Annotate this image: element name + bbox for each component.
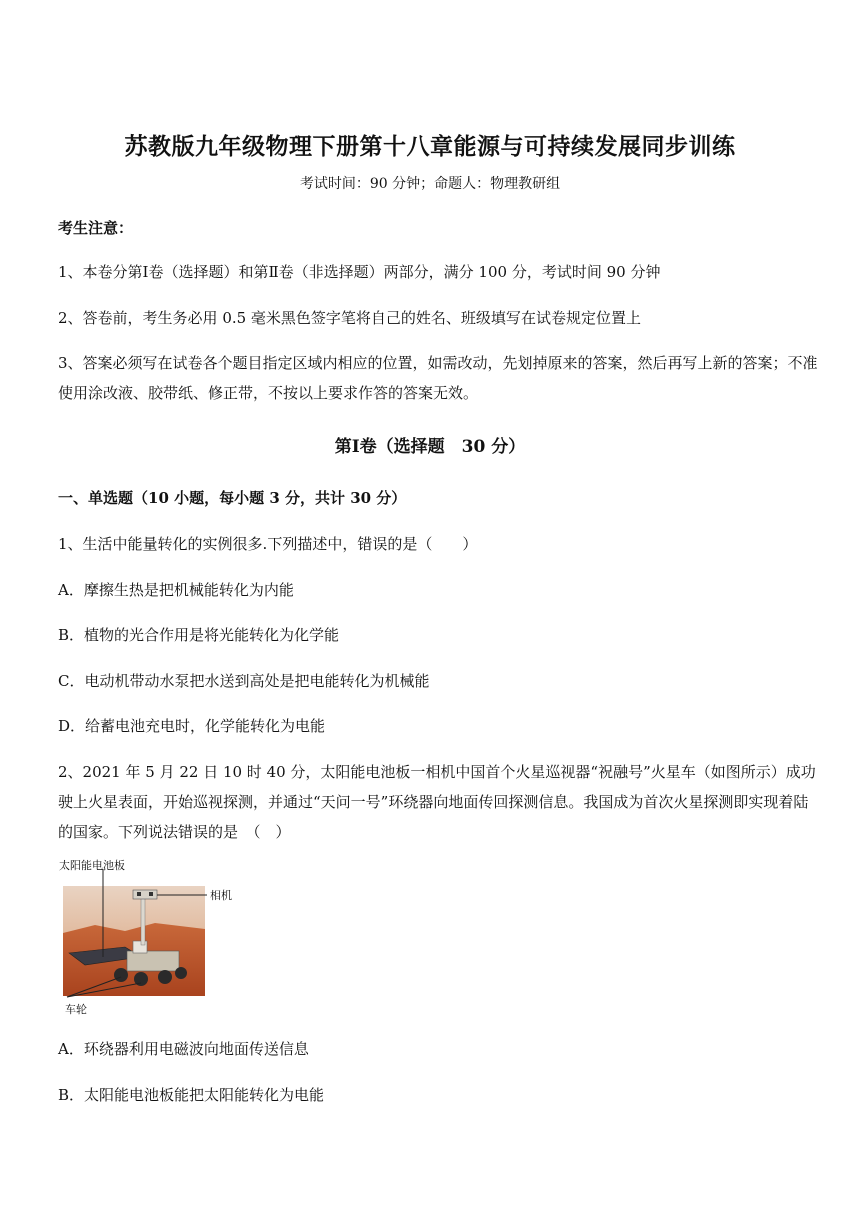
question-2-stem: 2、2021 年 5 月 22 日 10 时 40 分，太阳能电池板一相机中国首个火星巡视器“祝融号”火星车（如图所示）成功驶上火星表面，开始巡视探测，并通过“天问一号”环绕器向地面传回探测信息。我国成为首次火星探测即实现着陆的国家。下列说法错误的是 （ ） — [58, 763, 816, 841]
question-1-option-a: A．摩擦生热是把机械能转化为内能 — [58, 581, 294, 599]
question-1-option-b: B．植物的光合作用是将光能转化为化学能 — [58, 626, 340, 644]
exam-title: 苏教版九年级物理下册第十八章能源与可持续发展同步训练 — [124, 133, 736, 160]
question-1-option-d: D．给蓄电池充电时，化学能转化为电能 — [58, 717, 326, 735]
section-title: 第Ⅰ卷（选择题 30 分） — [334, 437, 526, 457]
question-1-option-c: C．电动机带动水泵把水送到高处是把电能转化为机械能 — [58, 672, 430, 690]
notice-item-2: 2、答卷前，考生务必用 0.5 毫米黑色签字笔将自己的姓名、班级填写在试卷规定位置上 — [58, 309, 641, 327]
part-heading: 一、单选题（10 小题，每小题 3 分，共计 30 分） — [58, 489, 407, 507]
question-2-option-a: A．环绕器利用电磁波向地面传送信息 — [58, 1040, 309, 1058]
question-1-stem: 1、生活中能量转化的实例很多.下列描述中，错误的是（ ） — [58, 535, 478, 553]
exam-subtitle: 考试时间：90 分钟；命题人：物理教研组 — [299, 176, 561, 192]
notice-heading: 考生注意： — [58, 219, 134, 237]
question-2-option-b: B．太阳能电池板能把太阳能转化为电能 — [58, 1086, 325, 1104]
wheel-label: 车轮 — [65, 1003, 87, 1016]
notice-item-3: 3、答案必须写在试卷各个题目指定区域内相应的位置，如需改动，先划掉原来的答案，然后再写上新的答案；不准使用涂改液、胶带纸、修正带，不按以上要求作答的答案无效。 — [58, 354, 818, 402]
solar-panel-label: 太阳能电池板 — [59, 859, 125, 872]
camera-label: 相机 — [210, 889, 232, 902]
mars-rover-figure — [55, 855, 265, 1020]
notice-item-1: 1、本卷分第Ⅰ卷（选择题）和第Ⅱ卷（非选择题）两部分，满分 100 分，考试时间 90 分钟 — [58, 263, 661, 281]
